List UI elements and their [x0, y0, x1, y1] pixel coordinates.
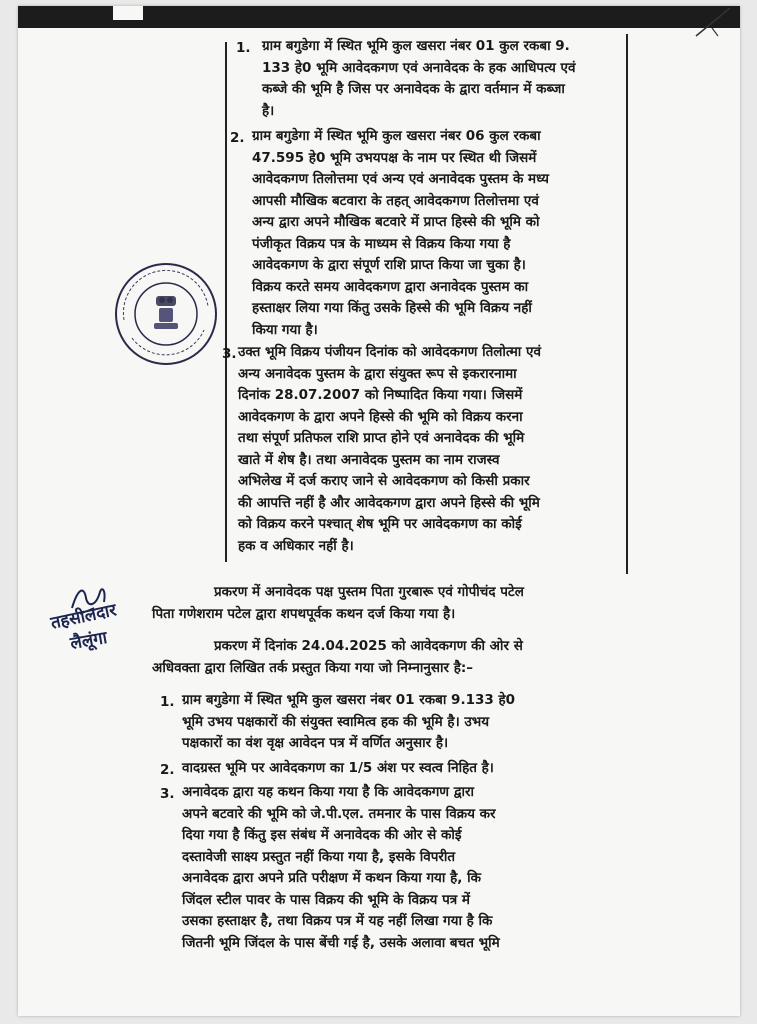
statement-paragraph: प्रकरण में अनावेदक पक्ष पुस्तम पिता गुरबारू एवं गोपीचंद पटेल पिता गणेशराम पटेल द्वारा शपथपूर्वक कथन दर्ज किया गया है। — [152, 584, 524, 622]
list-item: ग्राम बगुडेगा में स्थित भूमि कुल खसरा नंबर 01 कुल रकबा 9. 133 हे0 भूमि आवेदकगण एवं अनावेदक के हक आधिपत्य एवं कब्जे की भूमि है जिस पर अनावेदक के द्वारा वर्तमान में कब्जा है। — [262, 38, 576, 119]
document-text — [18, 6, 740, 1016]
item-number: 3. — [160, 786, 175, 802]
list-item: उक्त भूमि विक्रय पंजीयन दिनांक को आवेदकगण तिलोत्मा एवं अन्य अनावेदक पुस्तम के द्वारा संयुक्त रूप से इकरारनामा दिनांक 28.07.2007 को निष्पादित किया गया। जिसमें आवेदकगण के द्वारा अपने हिस्से की भूमि को विक्रय करना तथा संपूर्ण प्रतिफल राशि प्राप्त होने एवं अनावेदक की भूमि खाते में शेष है। तथा अनावेदक पुस्तम का नाम राजस्व अभिलेख में दर्ज कराए जाने से आवेदकगण को किसी प्रकार की आपत्ति नहीं है और आवेदकगण द्वारा अपने हिस्से की भूमि को विक्रय करने पश्चात् शेष भूमि पर आवेदकगण का कोई हक व अधिकार नहीं है। — [238, 344, 541, 554]
item-number: 2. — [230, 130, 245, 146]
argument-paragraph: प्रकरण में दिनांक 24.04.2025 को आवेदकगण की ओर से अधिवक्ता द्वारा लिखित तर्क प्रस्तुत किया गया जो निम्नानुसार है:– — [152, 638, 523, 676]
signature-place: लैलूंगा — [68, 627, 109, 655]
list-item: ग्राम बगुडेगा में स्थित भूमि कुल खसरा नंबर 06 कुल रकबा 47.595 हे0 भूमि उभयपक्ष के नाम पर स्थित थी जिसमें आवेदकगण तिलोत्तमा एवं अन्य एवं अनावेदक पुस्तम के मध्य आपसी मौखिक बटवारा के तहत् आवेदकगण तिलोत्तमा एवं अन्य द्वारा अपने मौखिक बटवारे में प्राप्त हिस्से की भूमि को पंजीकृत विक्रय पत्र के माध्यम से विक्रय किया गया है आवेदकगण के द्वारा संपूर्ण राशि प्राप्त किया जा चुका है। विक्रय करते समय आवेदकगण द्वारा अनावेदक पुस्तम का हस्ताक्षर लिया गया किंतु उसके हिस्से की भूमि विक्रय नहीं किया गया है। — [252, 128, 549, 338]
list-item: वादग्रस्त भूमि पर आवेदकगण का 1/5 अंश पर स्वत्व निहित है। — [182, 760, 494, 776]
item-number: 3. — [222, 346, 237, 362]
item-number: 1. — [160, 694, 175, 710]
item-number: 1. — [236, 40, 251, 56]
document-page — [18, 6, 740, 1016]
item-number: 2. — [160, 762, 175, 778]
list-item: ग्राम बगुडेगा में स्थित भूमि कुल खसरा नंबर 01 रकबा 9.133 हे0 भूमि उभय पक्षकारों की संयुक्त स्वामित्व हक की भूमि है। उभय पक्षकारों का वंश वृक्ष आवेदन पत्र में वर्णित अनुसार है। — [182, 692, 516, 751]
signature-designation: तहसीलदार — [48, 600, 119, 634]
list-item: अनावेदक द्वारा यह कथन किया गया है कि आवेदकगण द्वारा अपने बटवारे की भूमि को जे.पी.एल. तमनार के पास विक्रय कर दिया गया है किंतु इस संबंध में अनावेदक की ओर से कोई दस्तावेजी साक्ष्य प्रस्तुत नहीं किया गया है, इसके विपरीत अनावेदक द्वारा अपने प्रति परीक्षण में कथन किया गया है, कि जिंदल स्टील पावर के पास विक्रय की भूमि के विक्रय पत्र में उसका हस्ताक्षर है, तथा विक्रय पत्र में यह नहीं लिखा गया है कि जितनी भूमि जिंदल के पास बेंची गई है, उसके अलावा बचत भूमि — [182, 784, 500, 951]
